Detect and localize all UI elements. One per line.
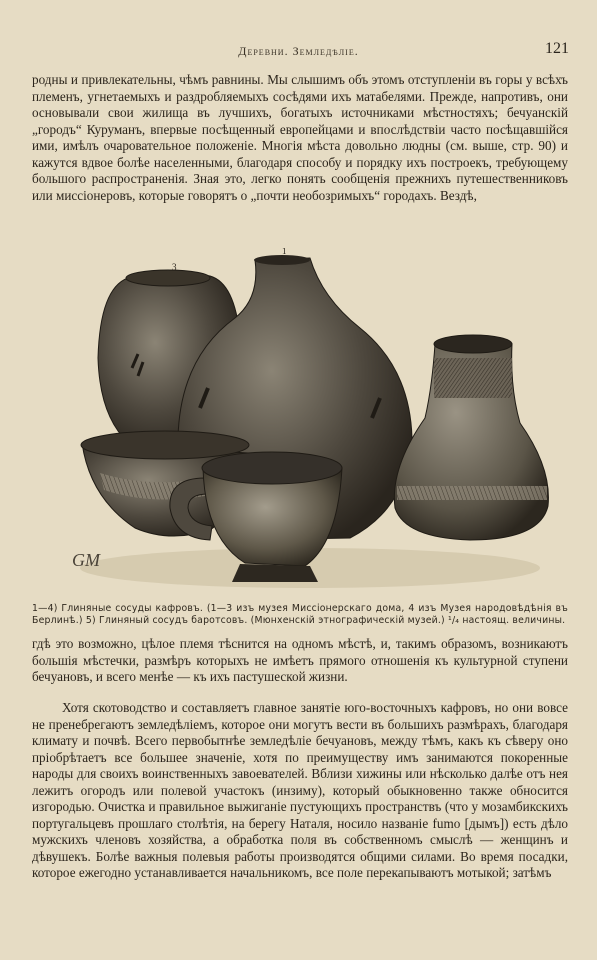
paragraph-bottom: Хотя скотоводство и составляетъ главное занятіе юго-восточныхъ кафровъ, но они вовсе не пренебрегаютъ земледѣліемъ, которое они могутъ вести въ большихъ размѣрахъ, благодаря климату и почвѣ. Всего первобытнѣе земледѣліе бечуановъ, между тѣмъ, какъ къ сѣверу оно пріобрѣтаетъ все большее значеніе, хотя по преимуществу имъ занимаются покоренные народы для своихъ воинственныхъ завоевателей. Вблизи хижины или нѣсколько далѣе отъ нея лежитъ огородъ или полевой участокъ (инзиму), который обыкновенно также обносится изгородью. Очистка и правильное выжиганіе пустующихъ пространствъ (что у мозамбикскихъ португальцевъ прошлаго столѣтія, на берегу Наталя, носило названіе fumo [дымъ]) есть дѣло мужскихъ членовъ хозяйства, а обработка поля въ собственномъ смыслѣ — женщинъ и дѣвушекъ. Болѣе важныя полевыя работы производятся общими силами. Во время посадки, которое ежегодно устанавливается начальникомъ, все поле перекапываютъ мотыкой; затѣмъ [32, 700, 568, 880]
paragraph-top: родны и привлекательны, чѣмъ равнины. Мы слышимъ объ этомъ отступленіи въ горы у всѣхъ племенъ, угнетаемыхъ и раздробляемыхъ сосѣдями ихъ матабелями. Прежде, напротивъ, они основывали свои жилища въ лучшихъ, богатыхъ источниками мѣстностяхъ; бечуанскій „городъ“ Куруманъ, впервые посѣщенный европейцами и впослѣдствіи часто посѣщавшійся ими, имѣлъ очаровательное положеніе. Многія мѣста довольно людны (см. выше, стр. 90) и кажутся вдвое болѣе населенными, благодаря способу и порядку ихъ построекъ, требующему большого распространенія. Зная это, легко понять сообщенія прежнихъ путешественниковъ или миссіонеровъ, которые говорятъ о „почти необозримыхъ“ городахъ. Вездѣ, [32, 72, 568, 203]
figure-caption: 1—4) Глиняные сосуды кафровъ. (1—3 изъ музея Миссіонерскаго дома, 4 изъ Музея народовѣдѣнія въ Берлинѣ.) 5) Глиняный сосудъ баротсовъ. (Мюнхенскій этнографическій музей.) ¹/₄ настоящ. величины. [32, 603, 568, 626]
running-head: Деревни. Земледѣліе. [238, 44, 359, 58]
page-number: 121 [545, 40, 569, 57]
paragraph-middle: гдѣ это возможно, цѣлое племя тѣснится на одномъ мѣстѣ, и, такимъ образомъ, возникаютъ большія мѣстечки, размѣръ которыхъ не имѣетъ прямого отношенія къ культурной ступени бечуановъ, и всего менѣе — къ ихъ пастушеской жизни. [32, 636, 568, 684]
figure-number-3: 3 [172, 262, 177, 272]
figure-number-1: 1 [282, 248, 287, 256]
vessel-4 [394, 335, 548, 540]
artist-signature: GM [72, 550, 100, 570]
pottery-illustration [60, 248, 560, 598]
